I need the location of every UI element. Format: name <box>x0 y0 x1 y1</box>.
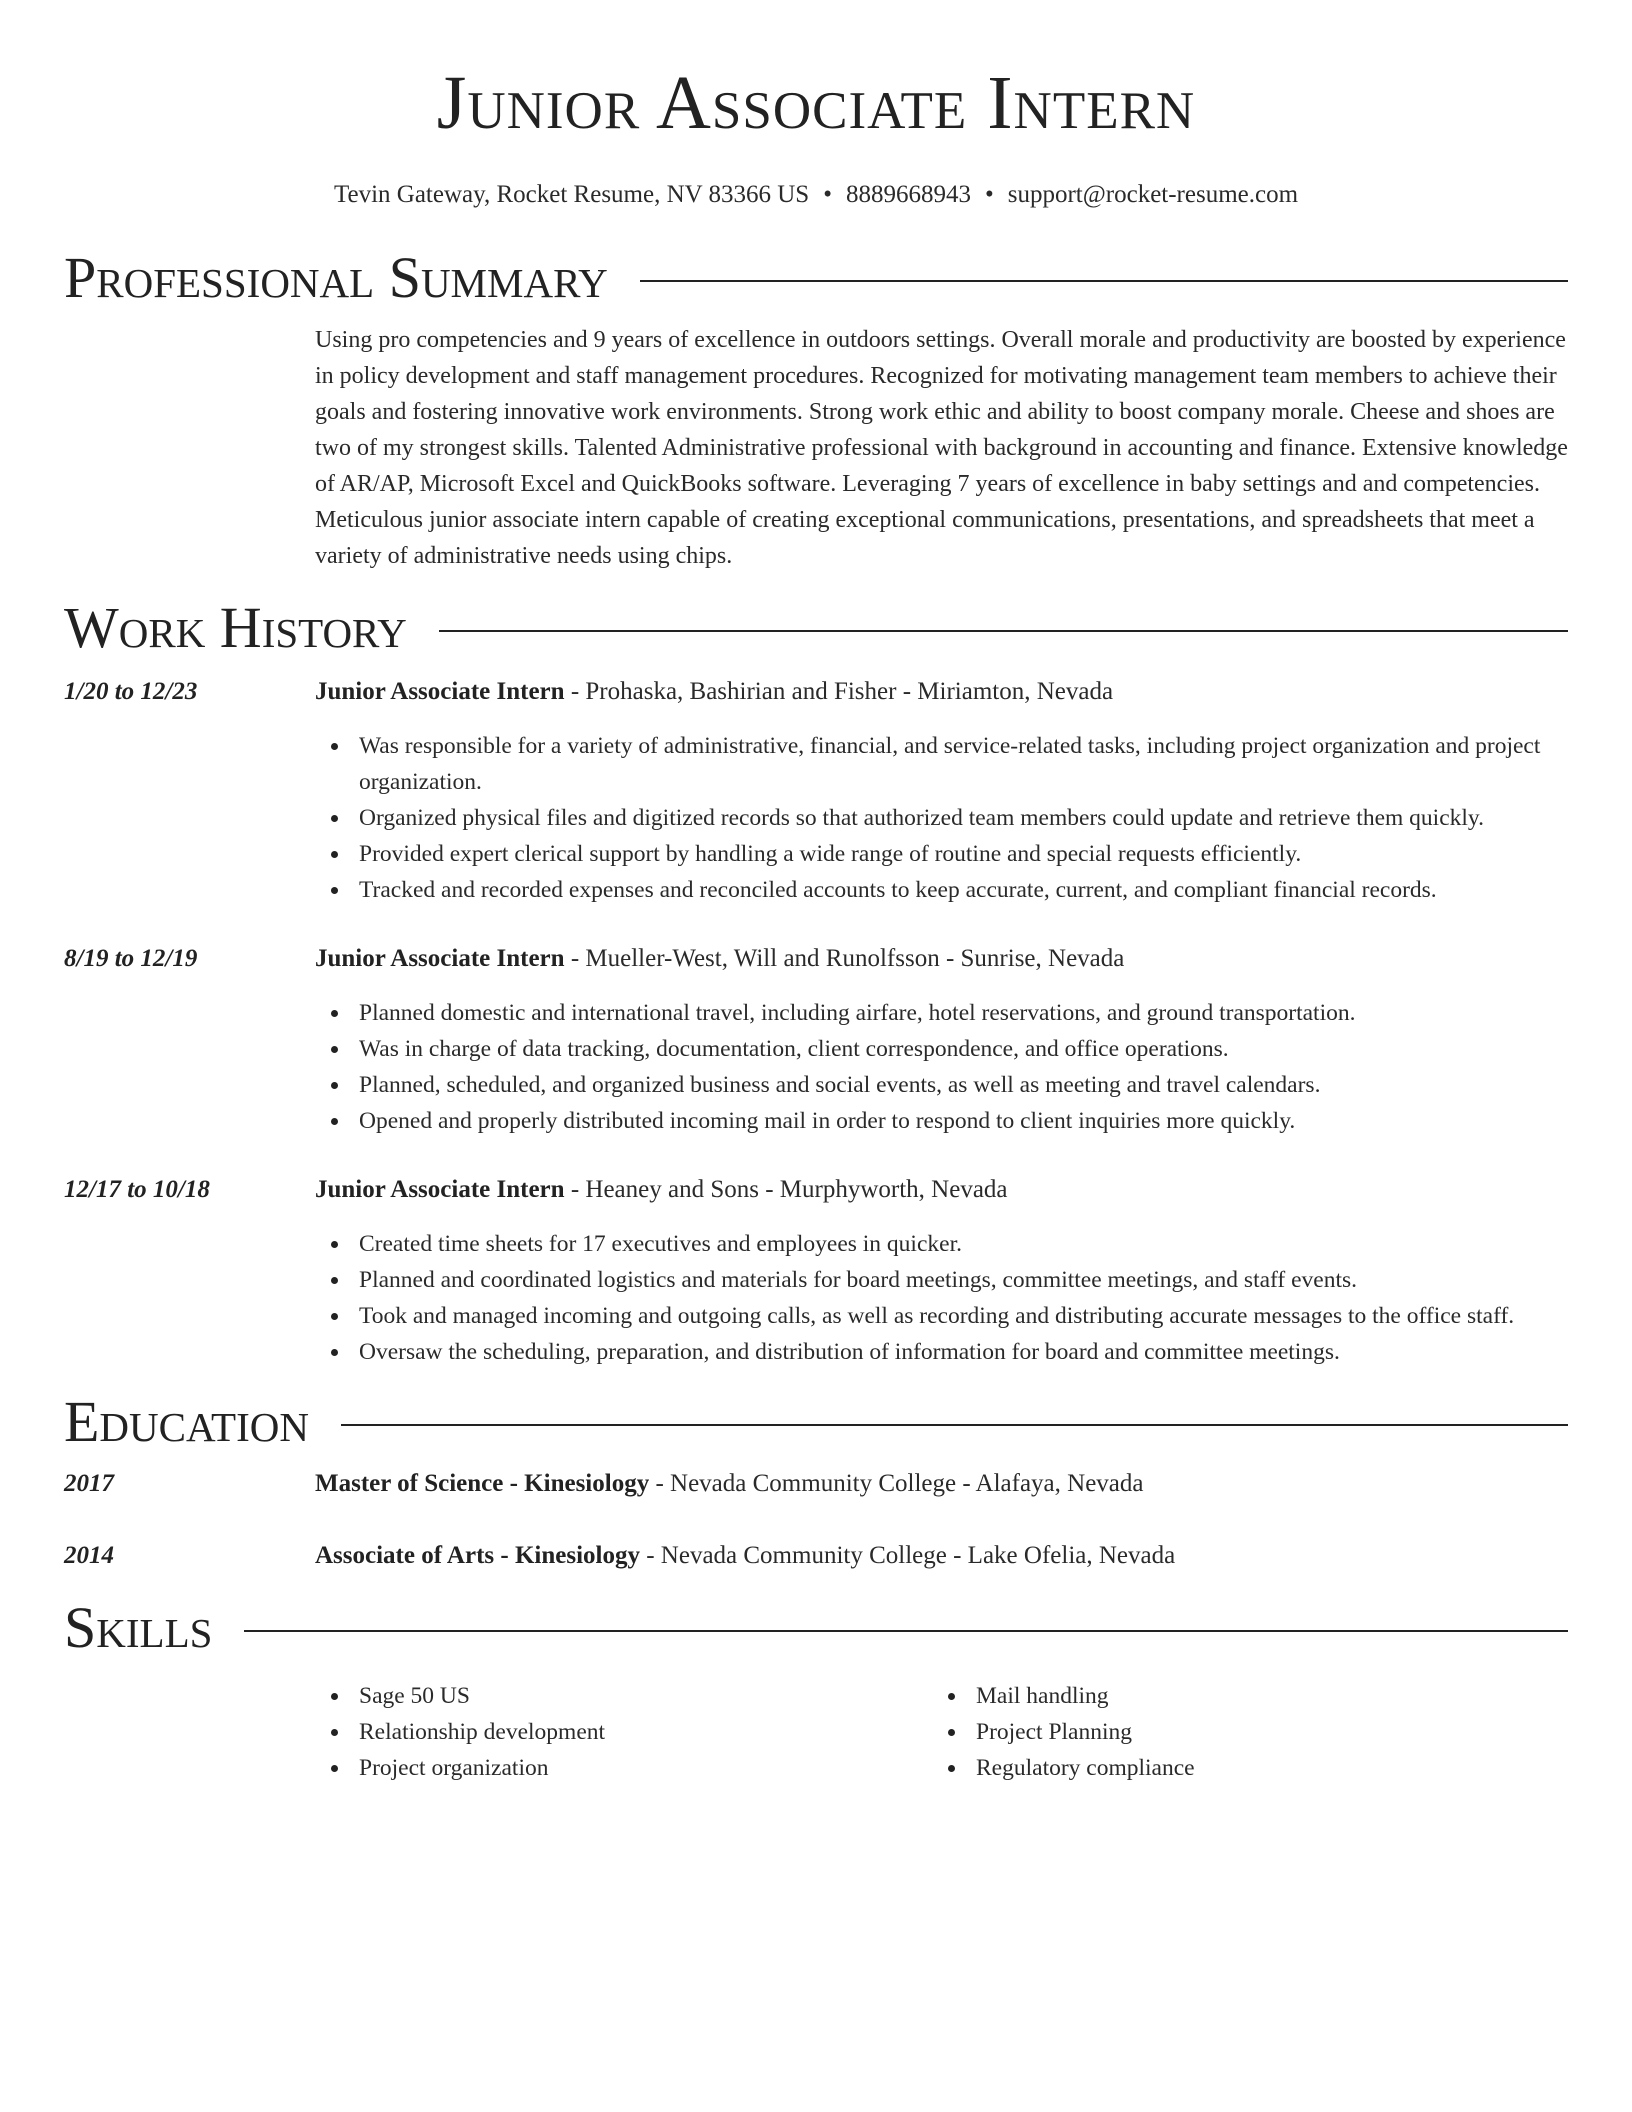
section-divider <box>640 280 1568 282</box>
contact-address: Tevin Gateway, Rocket Resume, NV 83366 US <box>333 181 810 208</box>
skill-item: Sage 50 US <box>315 1678 932 1714</box>
list-item: Planned and coordinated logistics and materials for board meetings, committee meetings, and staff events. <box>315 1262 1568 1298</box>
list-item: Provided expert clerical support by handling a wide range of routine and special requests efficiently. <box>315 836 1568 872</box>
skill-item: Mail handling <box>932 1678 1549 1714</box>
list-item: Was in charge of data tracking, documentation, client correspondence, and office operations. <box>315 1031 1568 1067</box>
list-item: Took and managed incoming and outgoing calls, as well as recording and distributing accurate messages to the office staff. <box>315 1298 1568 1334</box>
job-details: - Prohaska, Bashirian and Fisher - Miriamton, Nevada <box>564 678 1114 705</box>
job-bullets <box>315 995 1568 1139</box>
skills-left-spacer <box>64 1660 315 1786</box>
list-item: Planned domestic and international travel, including airfare, hotel reservations, and ground transportation. <box>315 995 1568 1031</box>
education-heading <box>315 1466 1568 1502</box>
skills-row <box>64 1660 1568 1786</box>
summary-section-heading <box>64 245 1568 310</box>
education-details: - Nevada Community College - Alafaya, Nevada <box>649 1470 1144 1497</box>
skill-item: Project Planning <box>932 1714 1549 1750</box>
skills-list <box>932 1678 1549 1786</box>
section-divider <box>439 630 1568 632</box>
list-item: Oversaw the scheduling, preparation, and distribution of information for board and committee meetings. <box>315 1334 1568 1370</box>
education-section-heading <box>64 1389 1568 1454</box>
work-section-heading <box>64 595 1568 660</box>
job-dates: 12/17 to 10/18 <box>64 1176 210 1203</box>
job-heading <box>315 674 1568 710</box>
resume-name: Junior Associate Intern <box>436 61 1196 145</box>
skill-item: Project organization <box>315 1750 932 1786</box>
job-dates: 8/19 to 12/19 <box>64 945 198 972</box>
list-item: Created time sheets for 17 executives and employees in quicker. <box>315 1226 1568 1262</box>
job-bullets <box>315 728 1568 908</box>
work-heading-text: Work History <box>64 595 407 660</box>
skills-column-right <box>932 1660 1549 1786</box>
skills-column-left <box>315 1660 932 1786</box>
education-degree: Associate of Arts - Kinesiology <box>315 1542 640 1569</box>
job-details: - Heaney and Sons - Murphyworth, Nevada <box>564 1176 1008 1203</box>
education-heading <box>315 1538 1568 1574</box>
contact-separator: • <box>823 181 832 208</box>
job-bullets <box>315 1226 1568 1370</box>
list-item: Planned, scheduled, and organized business and social events, as well as meeting and travel calendars. <box>315 1067 1568 1103</box>
education-heading-text: Education <box>64 1389 309 1454</box>
skills-section-heading <box>64 1595 1568 1660</box>
list-item: Tracked and recorded expenses and reconciled accounts to keep accurate, current, and compliant financial records. <box>315 872 1568 908</box>
education-year: 2014 <box>64 1542 114 1569</box>
education-details: - Nevada Community College - Lake Ofelia, Nevada <box>639 1542 1176 1569</box>
education-entry <box>64 1538 1568 1574</box>
job-details: - Mueller-West, Will and Runolfsson - Sunrise, Nevada <box>564 945 1125 972</box>
contact-line <box>64 180 1568 210</box>
education-entry <box>64 1466 1568 1502</box>
summary-heading-text: Professional Summary <box>64 245 608 310</box>
summary-text: Using pro competencies and 9 years of excellence in outdoors settings. Overall morale and productivity are boosted by experience in policy development and staff management procedures. Recognized for motivating management team members to achieve their goals and fostering innovative work environments. Strong work ethic and ability to boost company morale. Cheese and shoes are two of my strongest skills. Talented Administrative professional with background in accounting and finance. Extensive knowledge of AR/AP, Microsoft Excel and QuickBooks software. Leveraging 7 years of excellence in baby settings and and competencies. Meticulous junior associate intern capable of creating exceptional communications, presentations, and spreadsheets that meet a variety of administrative needs using chips. <box>315 327 1568 569</box>
education-year: 2017 <box>64 1470 114 1497</box>
list-item: Opened and properly distributed incoming mail in order to respond to client inquiries more quickly. <box>315 1103 1568 1139</box>
skills-grid <box>315 1660 1568 1786</box>
job-title: Junior Associate Intern <box>315 678 565 705</box>
contact-phone: 8889668943 <box>845 181 971 208</box>
contact-separator: • <box>984 181 994 208</box>
job-dates: 1/20 to 12/23 <box>64 678 198 705</box>
job-entry <box>64 674 1568 908</box>
job-entry <box>64 941 1568 1139</box>
skills-heading-text: Skills <box>64 1595 213 1660</box>
job-title: Junior Associate Intern <box>315 1176 565 1203</box>
list-item: Was responsible for a variety of administrative, financial, and service-related tasks, including project organization and project organization. <box>315 728 1568 800</box>
section-divider <box>244 1630 1568 1632</box>
job-entry <box>64 1172 1568 1370</box>
section-divider <box>341 1424 1568 1426</box>
job-title: Junior Associate Intern <box>315 945 565 972</box>
job-heading <box>315 941 1568 977</box>
summary-left-spacer <box>64 322 315 574</box>
contact-email: support@rocket-resume.com <box>1007 181 1299 208</box>
summary-row <box>64 322 1568 574</box>
skills-list <box>315 1678 932 1786</box>
resume-page <box>64 0 1568 2112</box>
skill-item: Regulatory compliance <box>932 1750 1549 1786</box>
skill-item: Relationship development <box>315 1714 932 1750</box>
education-degree: Master of Science - Kinesiology <box>315 1470 650 1497</box>
list-item: Organized physical files and digitized records so that authorized team members could update and retrieve them quickly. <box>315 800 1568 836</box>
job-heading <box>315 1172 1568 1208</box>
